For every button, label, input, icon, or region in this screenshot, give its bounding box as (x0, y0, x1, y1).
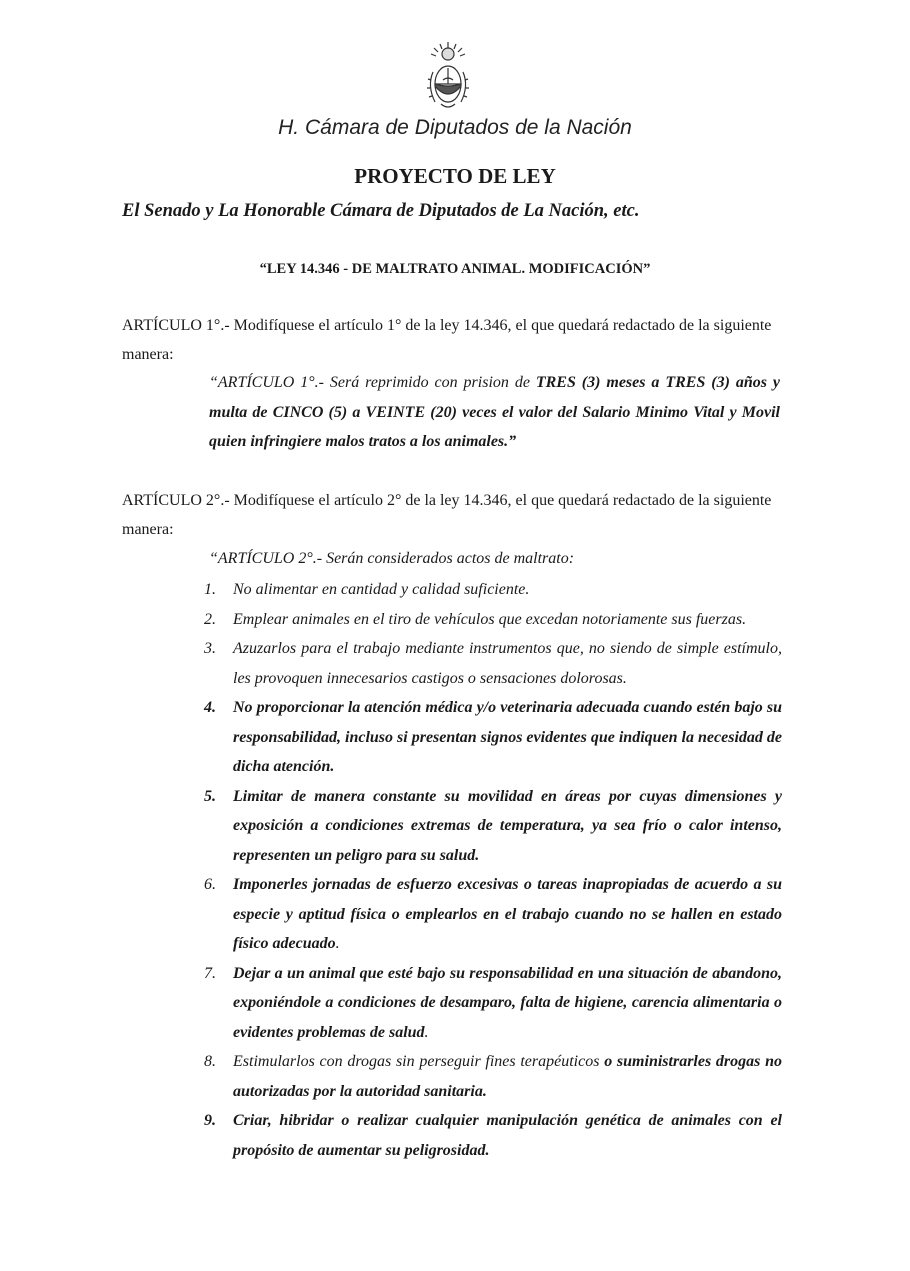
document-title: PROYECTO DE LEY (354, 164, 556, 188)
article-1-quote-start: “ARTÍCULO 1°.- Será reprimido con prision de (209, 374, 536, 391)
list-item: 8. Estimularlos con drogas sin perseguir fines terapéuticos o suministrarles drogas no autorizadas por la autoridad sanitaria. (204, 1053, 783, 1100)
article-2-quote-intro: “ARTÍCULO 2°.- Serán considerados actos de maltrato: (209, 550, 575, 567)
article-2-text: ARTÍCULO 2°.- Modifíquese el artículo 2° de la ley 14.346, el que quedará redactado de la siguiente manera: (122, 492, 772, 538)
law-title: “LEY 14.346 - DE MALTRATO ANIMAL. MODIFICACIÓN” (259, 261, 651, 277)
enacting-formula: El Senado y La Honorable Cámara de Diputados de La Nación, etc. (122, 201, 640, 221)
list-item: 2. Emplear animales en el tiro de vehículos que excedan notoriamente sus fuerzas. (204, 610, 747, 628)
article-1-quote-bold: TRES (3) meses a TRES (3) años y multa de CINCO (5) a VEINTE (20) veces el valor del Salario Minimo Vital y Movil quien infringiere malos tratos a los animales.” (209, 374, 781, 450)
list-item: 3. Azuzarlos para el trabajo mediante instrumentos que, no siendo de simple estímulo, les provoquen innecesarios castigos o sensaciones dolorosas. (204, 640, 782, 687)
maltreatment-acts-list (204, 575, 782, 1165)
list-item: 4. No proporcionar la atención médica y/o veterinaria adecuada cuando estén bajo su responsabilidad, incluso si presentan signos evidentes que indiquen la necesidad de dicha atención. (204, 699, 782, 775)
list-item: 1. No alimentar en cantidad y calidad suficiente. (204, 581, 530, 598)
list-item: 6. Imponerles jornadas de esfuerzo excesivas o tareas inapropiadas de acuerdo a su especie y aptitud física o emplearlos en el trabajo cuando no se hallen en estado físico adecuado. (204, 876, 782, 952)
article-1-text: ARTÍCULO 1°.- Modifíquese el artículo 1° de la ley 14.346, el que quedará redactado de la siguiente manera: (122, 317, 772, 363)
list-item: 9. Criar, hibridar o realizar cualquier manipulación genética de animales con el propósito de aumentar su peligrosidad. (204, 1112, 782, 1159)
article-1-quote (209, 368, 780, 457)
list-item: 5. Limitar de manera constante su movilidad en áreas por cuyas dimensiones y exposición a condiciones extremas de temperatura, ya sea frío o calor intenso, representen un peligro para su salud. (204, 787, 782, 864)
institution-name: H. Cámara de Diputados de la Nación (278, 116, 632, 139)
coat-of-arms-icon (425, 40, 471, 112)
list-item: 7. Dejar a un animal que esté bajo su responsabilidad en una situación de abandono, exponiéndole a condiciones de desamparo, falta de higiene, carencia alimentaria o evidentes problemas de salud. (204, 964, 782, 1041)
